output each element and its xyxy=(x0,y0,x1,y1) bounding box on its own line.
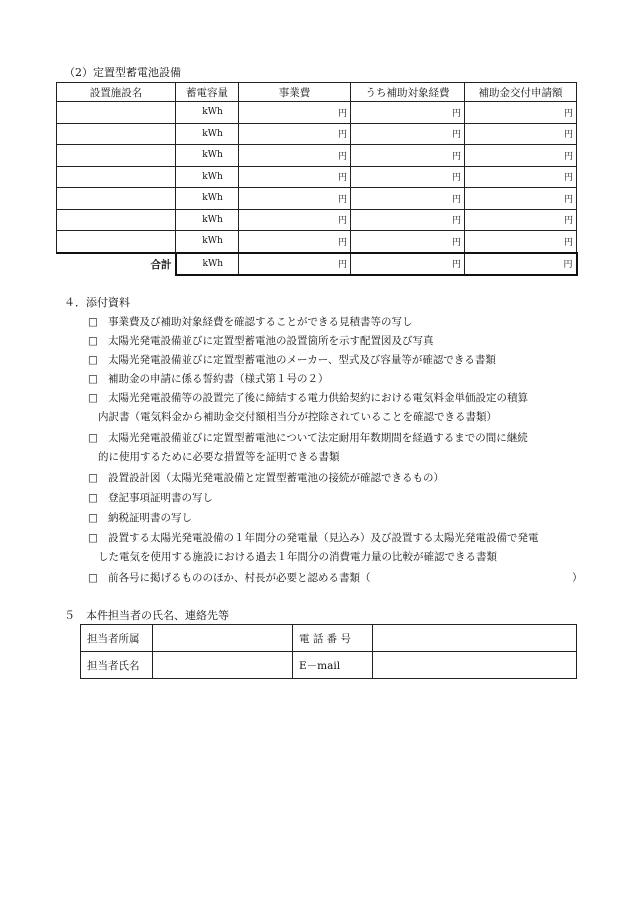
attachment-text: 太陽光発電設備並びに定置型蓄電池のメーカー、型式及び容量等が確認できる書類 xyxy=(108,354,496,366)
battery-table-header xyxy=(57,83,577,102)
eligible-cost-cell[interactable]: 円 xyxy=(351,102,465,124)
grant-amount-cell[interactable]: 円 xyxy=(465,166,577,188)
project-cost-cell[interactable]: 円 xyxy=(239,123,351,145)
attachment-text: 太陽光発電設備並びに定置型蓄電池の設置箇所を示す配置図及び写真 xyxy=(108,335,434,347)
attachment-item xyxy=(88,370,588,389)
attachment-item xyxy=(88,351,588,370)
grant-amount-cell[interactable]: 円 xyxy=(465,188,577,210)
attachment-item xyxy=(88,332,588,351)
table-row xyxy=(57,102,577,124)
eligible-cost-cell[interactable]: 円 xyxy=(351,123,465,145)
phone-label: 電 話 番 号 xyxy=(293,625,373,652)
checkbox[interactable]: □ xyxy=(88,373,98,385)
checkbox[interactable]: □ xyxy=(88,492,98,504)
grant-amount-cell[interactable]: 円 xyxy=(465,102,577,124)
eligible-cost-cell[interactable]: 円 xyxy=(351,188,465,210)
facility-name-cell[interactable] xyxy=(57,166,176,188)
attachment-text: 補助金の申請に係る誓約書（様式第１号の２） xyxy=(108,373,329,385)
attachment-item xyxy=(88,529,588,567)
attachment-text: 前各号に掲げるもののほか、村長が必要と認める書類（ xyxy=(108,572,371,584)
eligible-cost-cell[interactable]: 円 xyxy=(351,145,465,167)
capacity-cell[interactable]: kWh xyxy=(176,188,239,210)
checkbox[interactable]: □ xyxy=(88,472,98,484)
section2-title: （2）定置型蓄電池設備 xyxy=(64,66,181,79)
project-cost-cell[interactable]: 円 xyxy=(239,188,351,210)
capacity-cell[interactable]: kWh xyxy=(176,166,239,188)
attachment-text: 登記事項証明書の写し xyxy=(108,492,213,504)
attachment-item xyxy=(88,469,588,488)
project-cost-cell[interactable]: 円 xyxy=(239,102,351,124)
total-grant-amount-cell[interactable]: 円 xyxy=(465,253,577,276)
project-cost-cell[interactable]: 円 xyxy=(239,145,351,167)
attachment-item xyxy=(88,489,588,508)
name-label: 担当者氏名 xyxy=(81,652,153,679)
dept-field[interactable] xyxy=(153,625,293,652)
project-cost-cell[interactable]: 円 xyxy=(239,209,351,231)
eligible-cost-cell[interactable]: 円 xyxy=(351,166,465,188)
header-project-cost: 事業費 xyxy=(239,83,351,102)
checkbox[interactable]: □ xyxy=(88,532,98,544)
header-capacity: 蓄電容量 xyxy=(176,83,239,102)
table-row xyxy=(81,625,577,652)
checkbox[interactable]: □ xyxy=(88,572,98,584)
total-project-cost-cell[interactable]: 円 xyxy=(239,253,351,276)
header-eligible-cost: うち補助対象経費 xyxy=(351,83,465,102)
checkbox[interactable]: □ xyxy=(88,392,98,404)
contact-table xyxy=(80,624,577,679)
grant-amount-cell[interactable]: 円 xyxy=(465,231,577,253)
attachment-text-cont: した電気を使用する施設における過去１年間分の消費電力量の比較が確認できる書類 xyxy=(98,551,497,563)
checkbox[interactable]: □ xyxy=(88,512,98,524)
project-cost-cell[interactable]: 円 xyxy=(239,231,351,253)
facility-name-cell[interactable] xyxy=(57,102,176,124)
table-row xyxy=(57,123,577,145)
attachment-text: 太陽光発電設備並びに定置型蓄電池について法定耐用年数期間を経過するまでの間に継続 xyxy=(108,432,528,444)
email-field[interactable] xyxy=(373,652,577,679)
header-facility-name: 設置施設名 xyxy=(57,83,176,102)
eligible-cost-cell[interactable]: 円 xyxy=(351,209,465,231)
table-row xyxy=(57,209,577,231)
attachment-text-cont: 内訳書（電気料金から補助金交付額相当分が控除されていることを確認できる書類） xyxy=(98,411,497,423)
attachment-text: 設置設計図（太陽光発電設備と定置型蓄電池の接続が確認できるもの） xyxy=(108,472,444,484)
name-field[interactable] xyxy=(153,652,293,679)
facility-name-cell[interactable] xyxy=(57,209,176,231)
total-eligible-cost-cell[interactable]: 円 xyxy=(351,253,465,276)
section5-title: ５ 本件担当者の氏名、連絡先等 xyxy=(64,609,229,622)
attachment-item xyxy=(88,313,588,332)
checkbox[interactable]: □ xyxy=(88,354,98,366)
attachment-text: 太陽光発電設備等の設置完了後に締結する電力供給契約における電気料金単価設定の積算 xyxy=(108,392,528,404)
header-grant-amount: 補助金交付申請額 xyxy=(465,83,577,102)
attachments-title: ４．添付資料 xyxy=(64,296,130,309)
checkbox[interactable]: □ xyxy=(88,335,98,347)
eligible-cost-cell[interactable]: 円 xyxy=(351,231,465,253)
grant-amount-cell[interactable]: 円 xyxy=(465,145,577,167)
table-row xyxy=(81,652,577,679)
capacity-cell[interactable]: kWh xyxy=(176,145,239,167)
attachment-item xyxy=(88,569,588,588)
dept-label: 担当者所属 xyxy=(81,625,153,652)
battery-table xyxy=(56,82,578,276)
attachment-text: 設置する太陽光発電設備の１年間分の発電量（見込み）及び設置する太陽光発電設備で発電 xyxy=(108,532,539,544)
capacity-cell[interactable]: kWh xyxy=(176,102,239,124)
attachment-text: 納税証明書の写し xyxy=(108,512,192,524)
attachment-item xyxy=(88,429,588,467)
facility-name-cell[interactable] xyxy=(57,231,176,253)
facility-name-cell[interactable] xyxy=(57,145,176,167)
facility-name-cell[interactable] xyxy=(57,188,176,210)
facility-name-cell[interactable] xyxy=(57,123,176,145)
total-label: 合計 xyxy=(57,253,176,276)
attachment-item xyxy=(88,389,588,427)
table-row xyxy=(57,188,577,210)
capacity-cell[interactable]: kWh xyxy=(176,231,239,253)
closing-paren: ） xyxy=(572,572,583,584)
table-row xyxy=(57,145,577,167)
table-row xyxy=(57,231,577,253)
total-capacity-cell[interactable]: kWh xyxy=(176,253,239,276)
capacity-cell[interactable]: kWh xyxy=(176,209,239,231)
grant-amount-cell[interactable]: 円 xyxy=(465,123,577,145)
email-label: E－mail xyxy=(293,652,373,679)
attachment-text: 事業費及び補助対象経費を確認することができる見積書等の写し xyxy=(108,316,413,328)
checkbox[interactable]: □ xyxy=(88,316,98,328)
attachment-item xyxy=(88,509,588,528)
project-cost-cell[interactable]: 円 xyxy=(239,166,351,188)
table-row xyxy=(57,166,577,188)
phone-field[interactable] xyxy=(373,625,577,652)
attachment-text-cont: 的に使用するために必要な措置等を証明できる書類 xyxy=(98,451,340,463)
grant-amount-cell[interactable]: 円 xyxy=(465,209,577,231)
checkbox[interactable]: □ xyxy=(88,432,98,444)
capacity-cell[interactable]: kWh xyxy=(176,123,239,145)
total-row xyxy=(57,253,577,276)
